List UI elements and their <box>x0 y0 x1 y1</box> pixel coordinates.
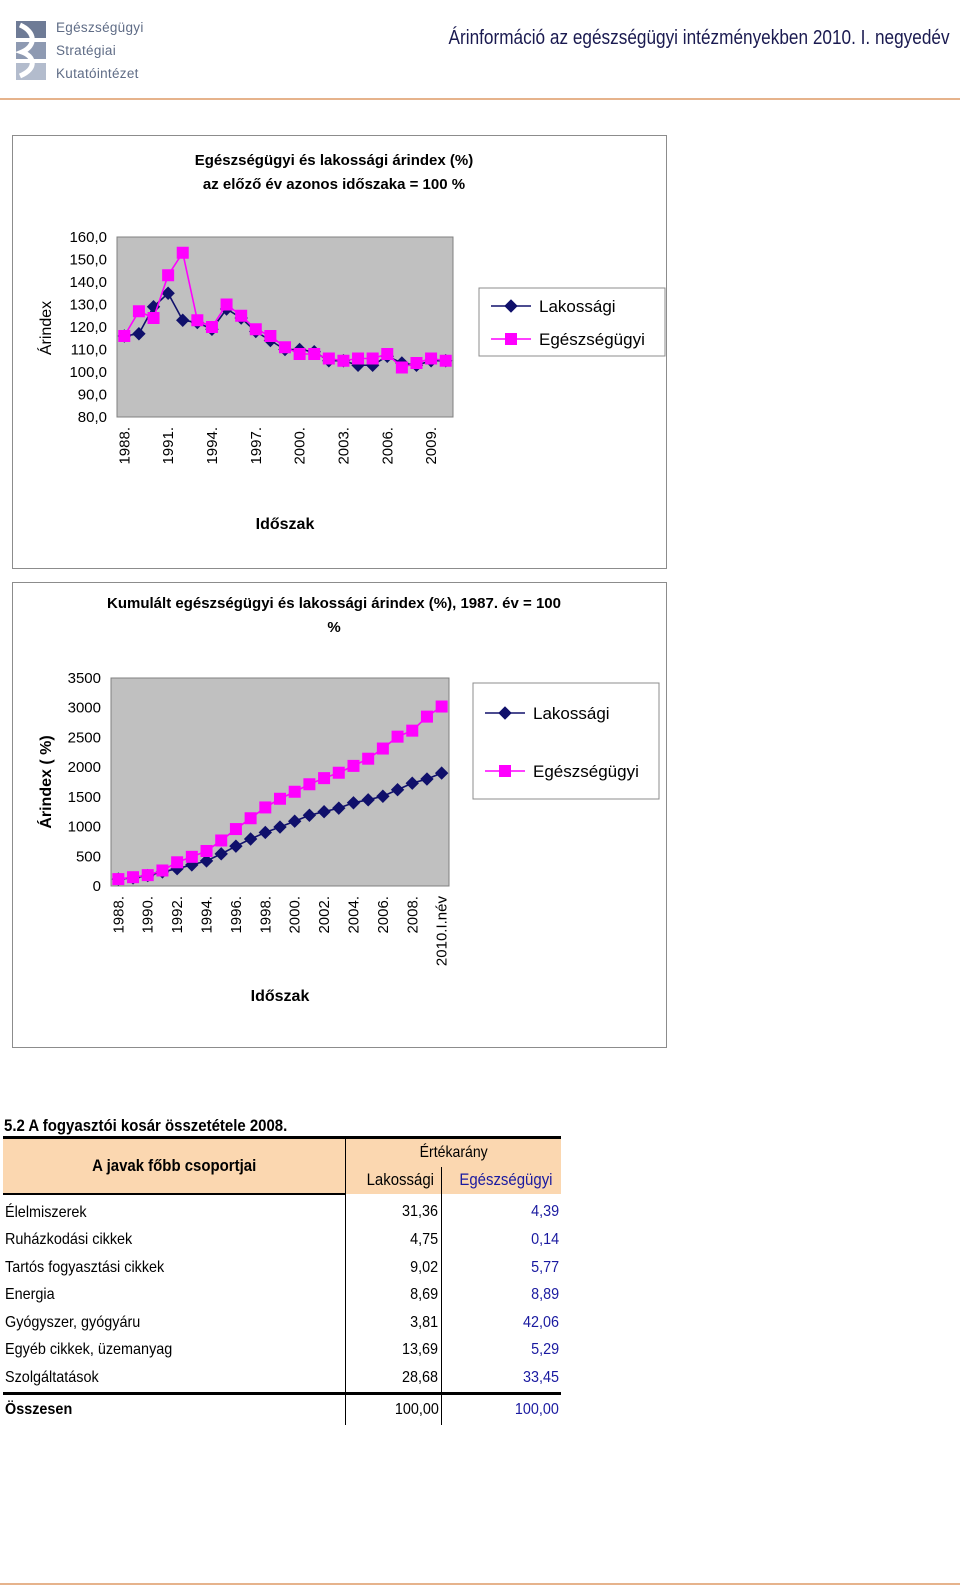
row-label: Tartós fogyasztási cikkek <box>5 1258 165 1276</box>
lakossagi-value: 9,02 <box>410 1258 439 1276</box>
legend-marker <box>506 334 517 345</box>
data-point <box>304 779 315 790</box>
column-header-lakossagi: Lakossági <box>345 1167 441 1195</box>
logo-text-line: Egészségügyi <box>56 20 144 35</box>
x-tick-label: 2008. <box>404 896 422 934</box>
x-tick-label: 2000. <box>286 896 304 934</box>
x-tick-label: 2006. <box>379 427 397 465</box>
x-tick-label: 1992. <box>169 896 187 934</box>
data-point <box>133 306 144 317</box>
x-axis-label: Időszak <box>250 988 310 1005</box>
egeszsegugyi-value: 42,06 <box>522 1313 559 1331</box>
chart-annual-price-index-svg <box>13 136 666 568</box>
lakossagi-value: 4,75 <box>410 1231 439 1249</box>
x-tick-label: 1997. <box>247 427 265 465</box>
table-row <box>3 1254 561 1282</box>
table-row <box>3 1337 561 1365</box>
egeszsegugyi-total: 100,00 <box>514 1400 559 1418</box>
data-point <box>230 824 241 835</box>
y-tick-label: 3000 <box>67 699 101 717</box>
chart-cumulative-price-index <box>12 582 667 1048</box>
egeszsegugyi-value: 5,29 <box>530 1341 559 1359</box>
column-header-groups: A javak főbb csoportjai <box>3 1138 345 1195</box>
lakossagi-value: 3,81 <box>410 1313 439 1331</box>
data-point <box>309 349 320 360</box>
lakossagi-total: 100,00 <box>394 1400 439 1418</box>
data-point <box>163 270 174 281</box>
y-tick-label: 500 <box>75 848 101 866</box>
data-point <box>363 753 374 764</box>
egeszsegugyi-value: 4,39 <box>530 1203 559 1221</box>
data-point <box>396 362 407 373</box>
data-point <box>440 355 451 366</box>
data-point <box>421 711 432 722</box>
data-point <box>407 725 418 736</box>
y-tick-label: 110,0 <box>70 341 107 359</box>
table-row <box>3 1194 561 1227</box>
chart-title: Kumulált egészségügyi és lakossági árindex (%), 1987. év = 100 <box>107 595 561 612</box>
y-tick-label: 3500 <box>67 670 101 687</box>
data-point <box>186 851 197 862</box>
chart-cumulative-price-index-svg <box>13 583 666 1047</box>
table-total-row <box>3 1393 561 1425</box>
chart-title: Egészségügyi és lakossági árindex (%) <box>194 152 474 169</box>
egeszsegugyi-value: 5,77 <box>530 1258 559 1276</box>
data-point <box>280 342 291 353</box>
institute-logo <box>14 18 144 86</box>
egeszsegugyi-value: 8,89 <box>530 1286 559 1304</box>
data-point <box>201 845 212 856</box>
chart-annual-price-index <box>12 135 667 569</box>
lakossagi-value: 13,69 <box>402 1341 439 1359</box>
data-point <box>119 331 130 342</box>
data-point <box>206 322 217 333</box>
data-point <box>411 358 422 369</box>
column-header-value-ratio: Értékarány <box>345 1138 561 1167</box>
row-label: Szolgáltatások <box>5 1368 99 1386</box>
x-tick-label: 1990. <box>139 896 157 934</box>
data-point <box>294 349 305 360</box>
row-label: Gyógyszer, gyógyáru <box>5 1313 141 1331</box>
footer-divider <box>0 1583 960 1585</box>
data-point <box>333 767 344 778</box>
table-row <box>3 1282 561 1310</box>
legend-label: Lakossági <box>539 297 616 316</box>
data-point <box>148 313 159 324</box>
x-tick-label: 1994. <box>198 896 216 934</box>
x-tick-label: 2000. <box>291 427 309 465</box>
y-tick-label: 140,0 <box>69 274 107 291</box>
legend-box <box>473 683 659 799</box>
data-point <box>426 353 437 364</box>
x-tick-label: 2010.I.név <box>433 896 451 967</box>
y-tick-label: 150,0 <box>69 251 107 269</box>
lakossagi-value: 31,36 <box>402 1203 439 1221</box>
y-axis-label: Árindex ( %) <box>38 735 55 829</box>
logo-text-line: Stratégiai <box>56 43 117 58</box>
data-point <box>367 353 378 364</box>
y-tick-label: 1000 <box>67 818 101 836</box>
x-tick-label: 2003. <box>335 427 353 465</box>
egeszsegugyi-value: 0,14 <box>530 1231 559 1249</box>
data-point <box>157 865 168 876</box>
x-tick-label: 1996. <box>227 896 245 934</box>
x-tick-label: 1991. <box>160 427 178 465</box>
page-title: Árinformáció az egészségügyi intézményekben 2010. I. negyedév <box>448 27 950 49</box>
data-point <box>172 857 183 868</box>
data-point <box>113 874 124 885</box>
egeszsegugyi-value: 33,45 <box>522 1368 559 1386</box>
x-tick-label: 2009. <box>423 427 441 465</box>
data-point <box>436 701 447 712</box>
data-point <box>392 731 403 742</box>
y-tick-label: 2500 <box>67 729 101 747</box>
table-row <box>3 1364 561 1393</box>
table-row <box>3 1309 561 1337</box>
x-tick-label: 2006. <box>374 896 392 934</box>
legend-label: Egészségügyi <box>533 762 639 781</box>
data-point <box>177 247 188 258</box>
legend-marker <box>500 766 511 777</box>
data-point <box>348 760 359 771</box>
x-tick-label: 1994. <box>203 427 221 465</box>
legend-label: Egészségügyi <box>539 330 645 349</box>
y-tick-label: 160,0 <box>69 229 107 246</box>
data-point <box>216 835 227 846</box>
header-divider <box>0 98 960 100</box>
y-tick-label: 80,0 <box>77 409 107 426</box>
data-point <box>128 872 139 883</box>
plot-area <box>117 237 453 417</box>
y-tick-label: 100,0 <box>69 364 107 381</box>
data-point <box>265 331 276 342</box>
x-tick-label: 1998. <box>257 896 275 934</box>
y-tick-label: 120,0 <box>69 319 107 336</box>
row-label: Egyéb cikkek, üzemanyag <box>5 1341 173 1359</box>
table-row <box>3 1227 561 1255</box>
lakossagi-value: 8,69 <box>410 1286 439 1304</box>
x-tick-label: 2002. <box>316 896 334 934</box>
section-title: 5.2 A fogyasztói kosár összetétele 2008. <box>4 1116 288 1135</box>
data-point <box>250 324 261 335</box>
y-axis-label: Árindex <box>38 300 55 356</box>
column-header-egeszsegugyi: Egészségügyi <box>441 1167 561 1195</box>
consumer-basket-table <box>3 1136 561 1425</box>
plot-area <box>111 678 449 886</box>
y-tick-label: 0 <box>92 878 101 895</box>
data-point <box>192 315 203 326</box>
row-label: Energia <box>5 1286 55 1304</box>
y-tick-label: 90,0 <box>77 386 107 404</box>
x-tick-label: 2004. <box>345 896 363 934</box>
y-tick-label: 2000 <box>67 759 101 777</box>
legend-label: Lakossági <box>533 704 610 723</box>
data-point <box>382 349 393 360</box>
data-point <box>289 786 300 797</box>
data-point <box>221 299 232 310</box>
data-point <box>319 773 330 784</box>
logo-text-line: Kutatóintézet <box>56 66 139 81</box>
row-label: Ruházkodási cikkek <box>5 1231 133 1249</box>
page-header <box>0 0 960 100</box>
data-point <box>236 310 247 321</box>
y-tick-label: 1500 <box>67 788 101 806</box>
row-label: Élelmiszerek <box>5 1203 87 1221</box>
data-point <box>275 793 286 804</box>
table-header-row <box>3 1138 561 1167</box>
data-point <box>338 355 349 366</box>
data-point <box>260 802 271 813</box>
chart-title: % <box>327 619 341 636</box>
y-tick-label: 130,0 <box>69 296 107 314</box>
x-tick-label: 1988. <box>116 427 134 465</box>
data-point <box>353 353 364 364</box>
x-axis-label: Időszak <box>255 516 315 533</box>
x-tick-label: 1988. <box>110 896 128 934</box>
total-label: Összesen <box>5 1400 73 1418</box>
data-point <box>245 813 256 824</box>
data-point <box>377 743 388 754</box>
lakossagi-value: 28,68 <box>402 1368 439 1386</box>
chart-subtitle: az előző év azonos időszaka = 100 % <box>202 176 466 193</box>
data-point <box>323 353 334 364</box>
data-point <box>142 870 153 881</box>
